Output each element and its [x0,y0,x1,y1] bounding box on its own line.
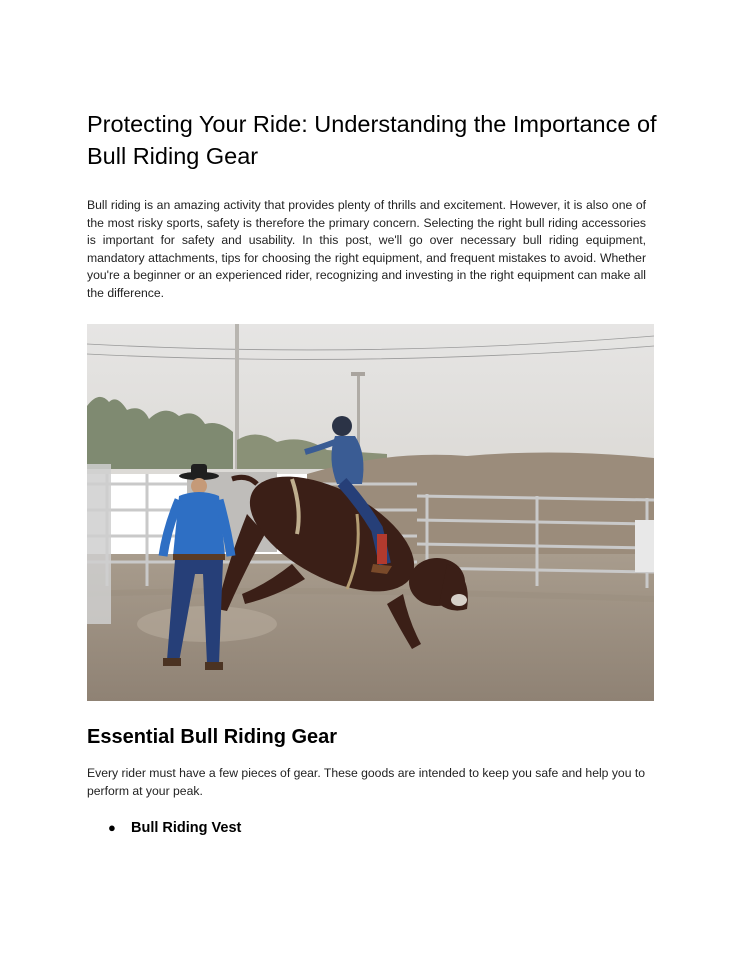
bullet-icon: ● [108,820,116,835]
list-item-label: Bull Riding Vest [131,820,242,836]
bull-riding-photo [87,324,654,701]
section-paragraph: Every rider must have a few pieces of gear. These goods are intended to keep you safe and help you to perform at your peak. [87,766,646,798]
section-heading: Essential Bull Riding Gear [87,726,338,748]
intro-paragraph: Bull riding is an amazing activity that provides plenty of thrills and excitement. However, it is also one of the most risky sports, safety is therefore the primary concern. Selecting the right bull riding accessories is important for safety and usability. In this post, we'll go over necessary bull riding equipment, mandatory attachments, tips for choosing the right equipment, and frequent mistakes to avoid. Whether you're a beginner or an experienced rider, recognizing and investing in the right equipment can make all the difference. [87,198,646,300]
gear-bullet-list [108,818,241,838]
spectator-edge [635,520,654,572]
article-title: Protecting Your Ride: Understanding the Importance of Bull Riding Gear [87,111,657,169]
chute-gate [87,464,111,624]
list-item [108,818,241,838]
